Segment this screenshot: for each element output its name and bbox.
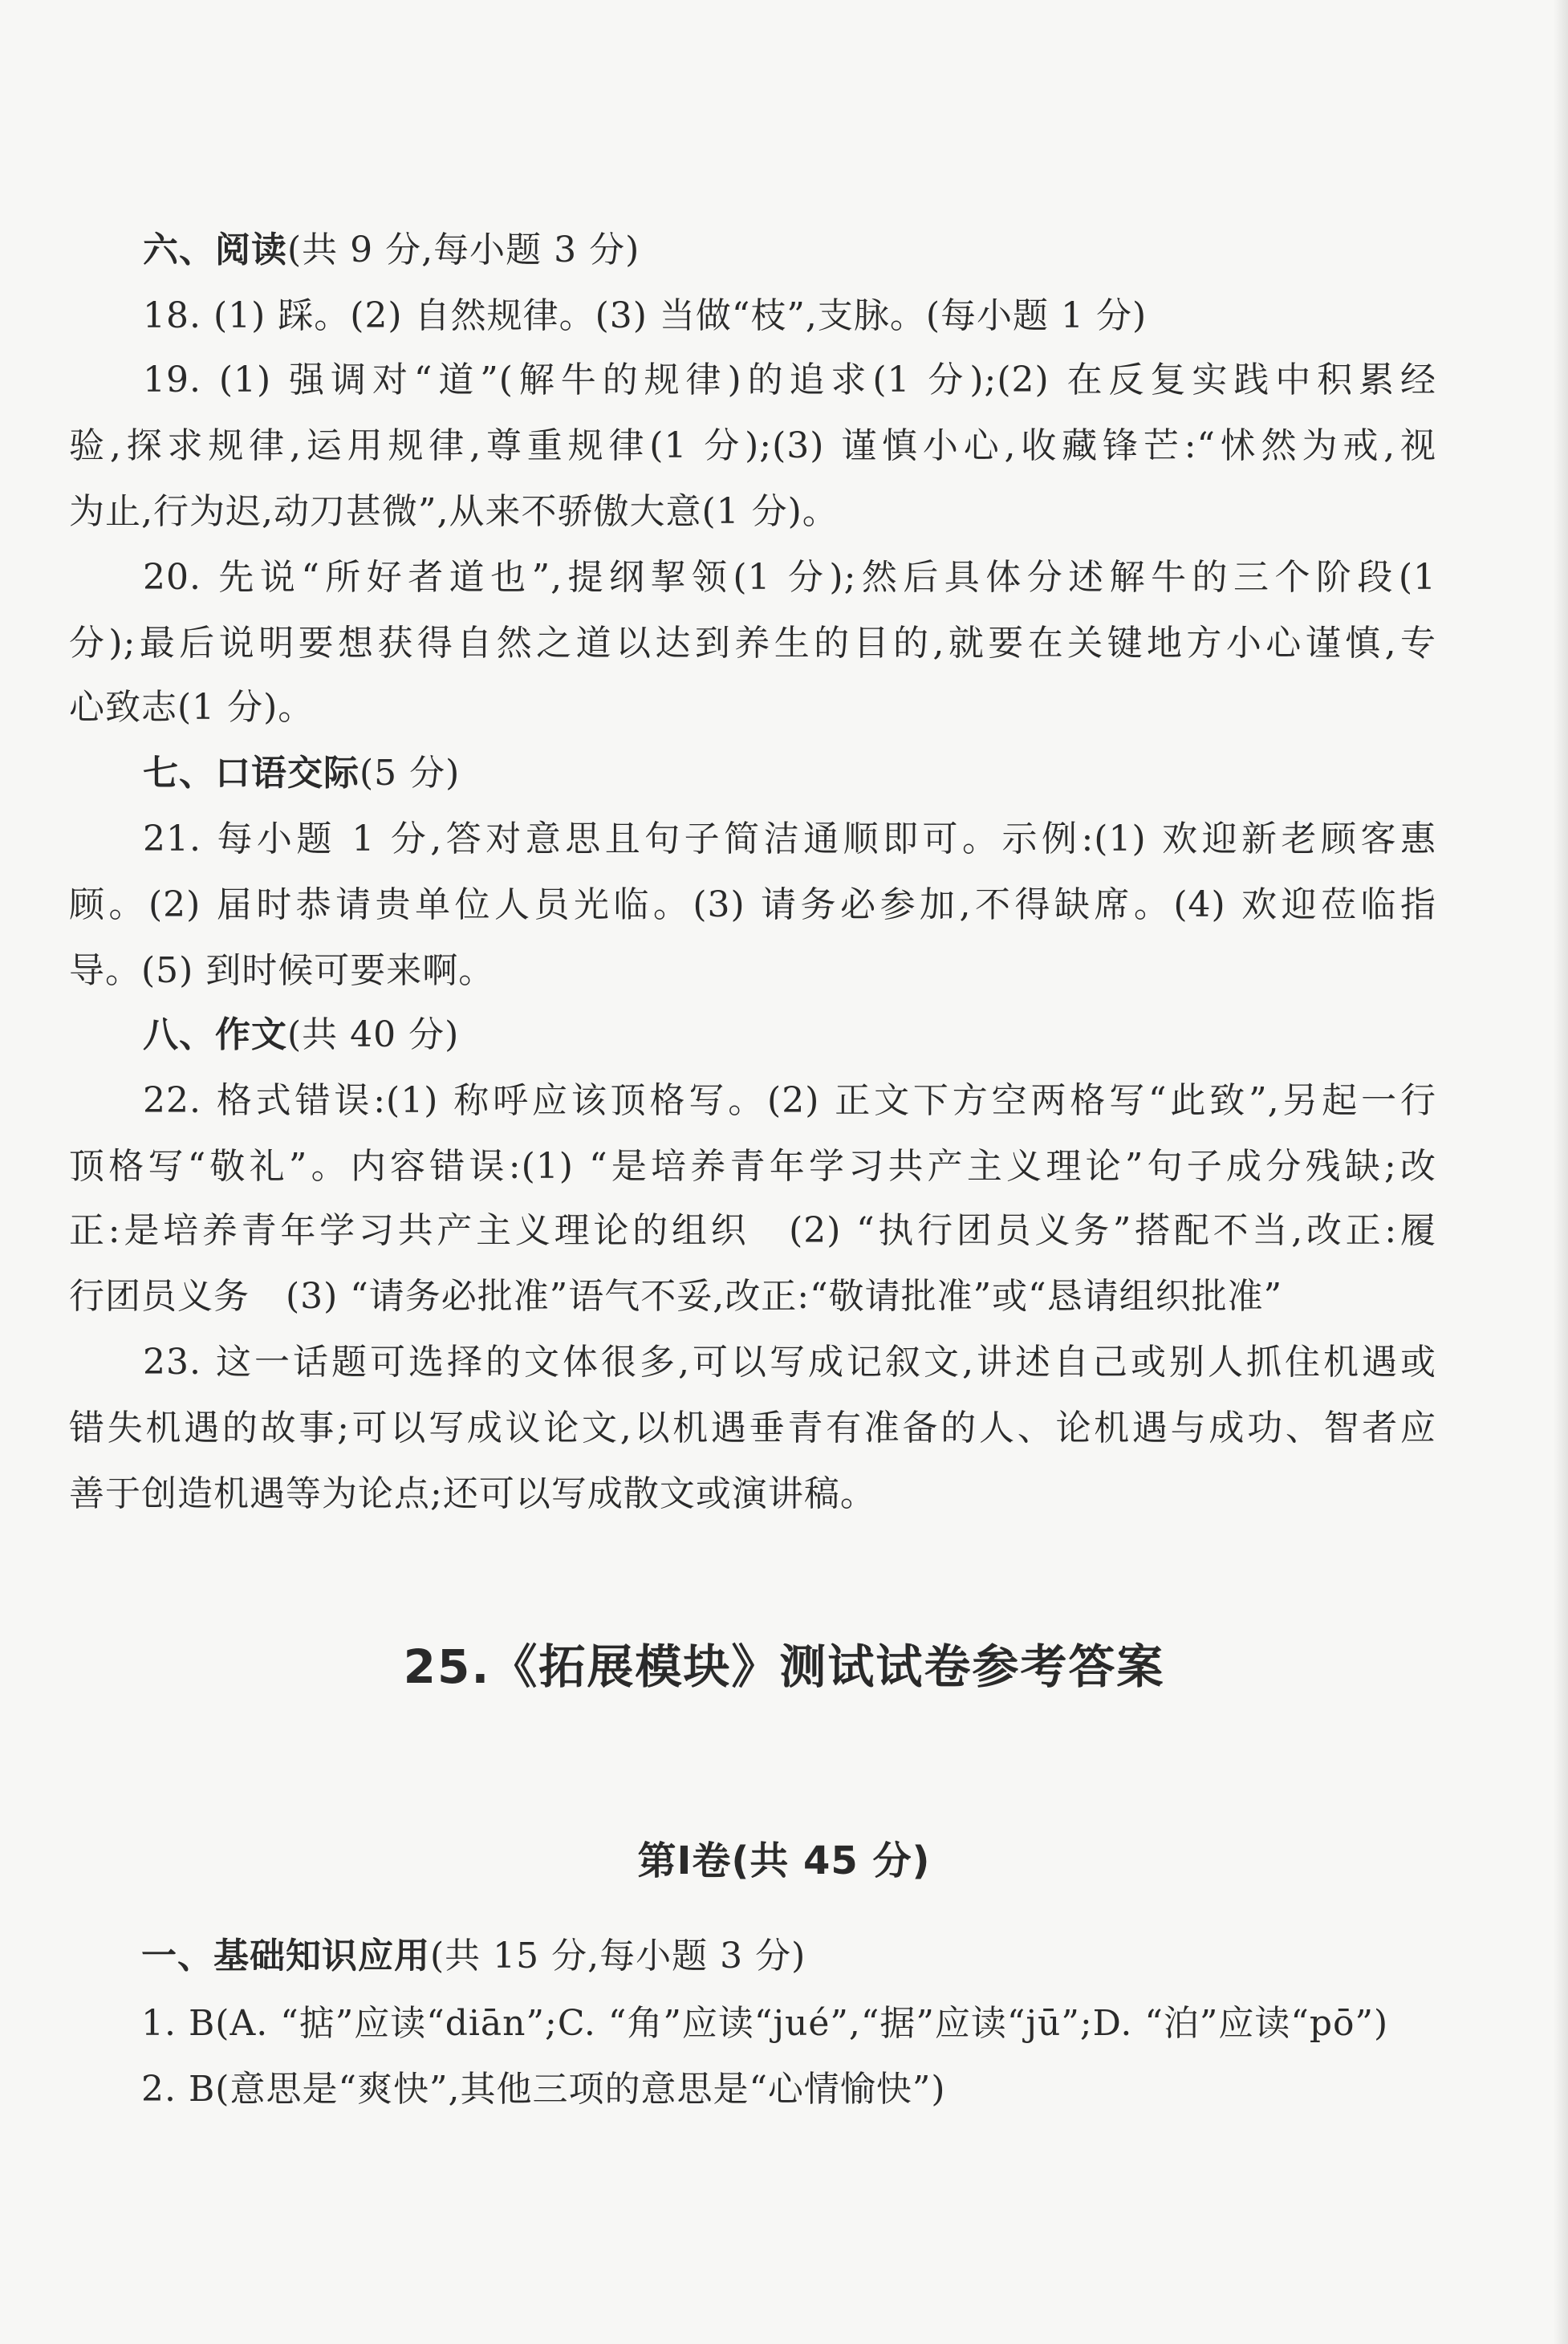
section-7-title: 七、口语交际 (143, 753, 360, 794)
section-6-title: 六、阅读 (143, 230, 287, 270)
answer-21-line-2: 顾。(2) 届时恭请贵单位人员光临。(3) 请务必参加,不得缺席。(4) 欢迎莅临指 (69, 884, 1436, 925)
answer-19-line-2: 验,探求规律,运用规律,尊重规律(1 分);(3) 谨慎小心,收藏锋芒:“怵然为戒,视 (69, 425, 1436, 466)
section-7-heading (143, 750, 460, 798)
section-6-score: (共 9 分,每小题 3 分) (287, 230, 640, 270)
answer-23-line-3: 善于创造机遇等为论点;还可以写成散文或演讲稿。 (69, 1473, 876, 1514)
answer-1: 1. B(A. “掂”应读“diān”;C. “角”应读“jué”,“据”应读“jū”;D. “泊”应读“pō”) (141, 2003, 1389, 2044)
answer-21-line-1: 21. 每小题 1 分,答对意思且句子简洁通顺即可。示例:(1) 欢迎新老顾客惠 (143, 819, 1436, 859)
part-1-heading (141, 1932, 806, 1980)
section-8-heading (143, 1011, 459, 1059)
section-7-score: (5 分) (360, 753, 461, 794)
answer-23-line-1: 23. 这一话题可选择的文体很多,可以写成记叙文,讲述自己或别人抓住机遇或 (143, 1342, 1436, 1383)
chapter-title: 25.《拓展模块》测试试卷参考答案 (403, 1639, 1165, 1694)
answer-23-line-2: 错失机遇的故事;可以写成议论文,以机遇垂青有准备的人、论机遇与成功、智者应 (69, 1408, 1436, 1448)
answer-22-line-4: 行团员义务 (3) “请务必批准”语气不妥,改正:“敬请批准”或“恳请组织批准” (69, 1276, 1283, 1317)
page-edge-shadow (1554, 0, 1568, 2344)
section-6-heading (143, 226, 640, 274)
answer-2: 2. B(意思是“爽快”,其他三项的意思是“心情愉快”) (141, 2069, 946, 2110)
answer-22-line-2: 顶格写“敬礼”。内容错误:(1) “是培养青年学习共产主义理论”句子成分残缺;改 (69, 1146, 1436, 1187)
section-8-title: 八、作文 (143, 1014, 287, 1055)
answer-22-line-1: 22. 格式错误:(1) 称呼应该顶格写。(2) 正文下方空两格写“此致”,另起一行 (143, 1080, 1436, 1121)
answer-19-line-3: 为止,行为迟,动刀甚微”,从来不骄傲大意(1 分)。 (69, 491, 839, 532)
section-8-score: (共 40 分) (287, 1014, 460, 1055)
answer-20-line-3: 心致志(1 分)。 (69, 687, 315, 728)
answer-20-line-1: 20. 先说“所好者道也”,提纲挈领(1 分);然后具体分述解牛的三个阶段(1 (143, 557, 1436, 598)
answer-21-line-3: 导。(5) 到时候可要来啊。 (69, 950, 495, 991)
answer-19-line-1: 19. (1) 强调对“道”(解牛的规律)的追求(1 分);(2) 在反复实践中积累经 (143, 360, 1436, 400)
part-1-score: (共 15 分,每小题 3 分) (430, 1936, 806, 1976)
volume-title: 第Ⅰ卷(共 45 分) (637, 1838, 931, 1883)
answer-20-line-2: 分);最后说明要想获得自然之道以达到养生的目的,就要在关键地方小心谨慎,专 (69, 623, 1436, 664)
part-1-title: 一、基础知识应用 (141, 1936, 430, 1976)
answer-22-line-3: 正:是培养青年学习共产主义理论的组织 (2) “执行团员义务”搭配不当,改正:履 (69, 1210, 1436, 1251)
answer-18: 18. (1) 踩。(2) 自然规律。(3) 当做“枝”,支脉。(每小题 1 分) (143, 295, 1148, 336)
